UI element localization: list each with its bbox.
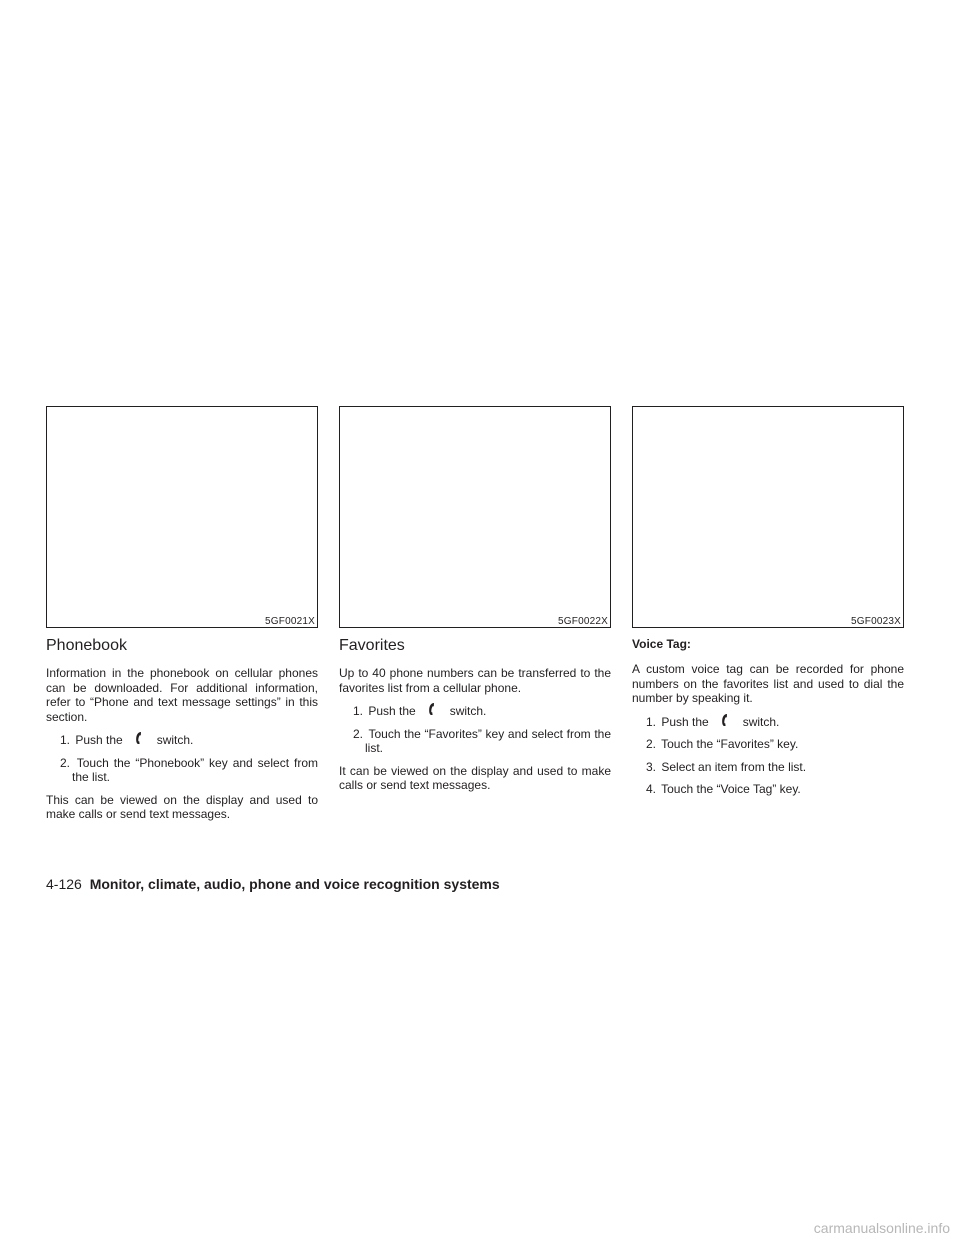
step-item [632,737,904,752]
paragraph-outro: It can be viewed on the display and used to make calls or send text messages. [339,763,611,792]
step-text: Touch the “Phonebook” key and select from the list. [72,755,318,784]
step-item [632,713,904,730]
step-number: 1. [60,733,71,747]
step-item [632,782,904,797]
page-number: 4-126 [46,876,82,892]
figure-code: 5GF0022X [558,616,608,627]
step-number: 2. [646,737,657,751]
figure-favorites-screen [339,406,611,628]
step-text: Touch the “Voice Tag” key. [661,782,801,796]
step-text: Push the [661,714,709,729]
phone-handset-icon [715,713,735,727]
figure-code: 5GF0021X [265,616,315,627]
phone-handset-icon [129,731,149,745]
section-heading-favorites: Favorites [339,637,405,654]
watermark-text: carmanualsonline.info [813,1220,950,1236]
step-number: 2. [353,726,364,741]
figure-phonebook-screen [46,406,318,628]
steps-list [339,702,611,756]
figure-voice-tag-screen [632,406,904,628]
step-text: Select an item from the list. [661,759,807,774]
step-number: 1. [646,714,657,729]
section-title: Monitor, climate, audio, phone and voice recognition systems [89,876,500,892]
column-phonebook [46,406,318,822]
step-text: Touch the “Favorites” key. [661,737,799,751]
step-text: switch. [449,704,487,718]
step-number: 4. [646,782,657,796]
step-item [46,731,318,748]
step-number: 1. [353,704,364,718]
step-number: 3. [646,759,657,774]
figure-code: 5GF0023X [851,616,901,627]
steps-list [632,713,904,797]
step-text: Touch the “Favorites” key and select from the list. [365,726,611,755]
subheading-voice-tag: Voice Tag: [632,637,691,651]
step-text: Push the [368,704,416,718]
steps-list [46,731,318,785]
step-item [339,702,611,719]
paragraph-intro: A custom voice tag can be recorded for phone numbers on the favorites list and used to dial the number by speaking it. [632,662,904,705]
page-footer [46,876,500,892]
column-voice-tag [632,406,904,805]
step-text: switch. [156,733,194,747]
paragraph-intro: Information in the phonebook on cellular phones can be downloaded. For additional information, refer to “Phone and text message settings” in this section. [46,666,318,724]
phone-handset-icon [422,702,442,716]
step-text: Push the [75,733,123,747]
step-item [339,727,611,756]
step-item [46,756,318,785]
step-text: switch. [742,714,780,729]
step-item [632,760,904,775]
paragraph-intro: Up to 40 phone numbers can be transferred to the favorites list from a cellular phone. [339,666,611,695]
step-number: 2. [60,755,71,770]
section-heading-phonebook: Phonebook [46,637,127,654]
paragraph-outro: This can be viewed on the display and used to make calls or send text messages. [46,792,318,821]
column-favorites [339,406,611,793]
